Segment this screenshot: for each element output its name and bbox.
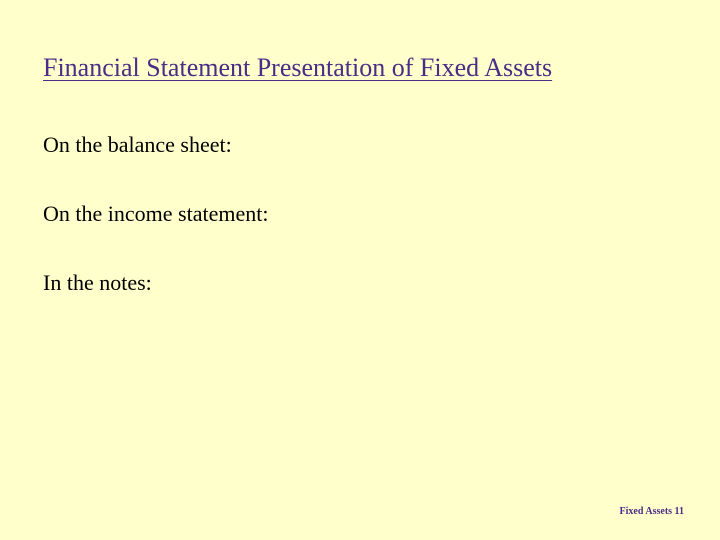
notes-item: In the notes:	[43, 270, 152, 295]
income-statement-item: On the income statement:	[43, 201, 269, 226]
slide-title: Financial Statement Presentation of Fixed Assets	[43, 53, 553, 82]
balance-sheet-item: On the balance sheet:	[43, 132, 232, 157]
slide-footer: Fixed Assets 11	[619, 506, 684, 517]
